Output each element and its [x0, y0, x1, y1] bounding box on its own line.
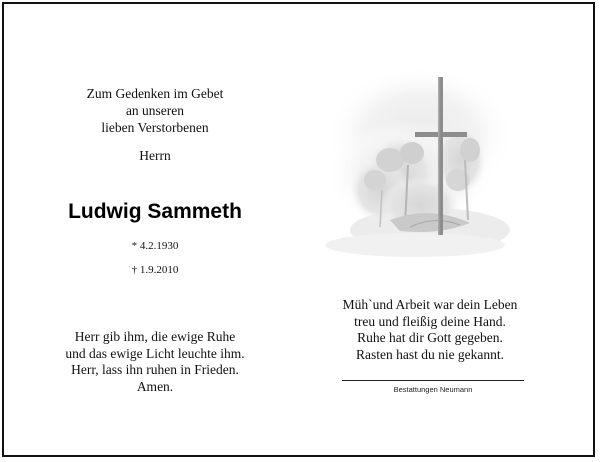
verse-line: treu und fleißig deine Hand.	[354, 313, 506, 329]
birth-date: * 4.2.1930	[131, 240, 179, 252]
verse-line: Müh`und Arbeit war dein Leben	[342, 297, 518, 312]
verse	[310, 297, 550, 363]
prayer	[30, 329, 280, 379]
prayer-line: Herr, lass ihn ruhen in Frieden.	[71, 362, 239, 377]
salutation: Herrn	[139, 148, 171, 163]
cross-with-trees-icon	[320, 55, 520, 275]
memorial-heading	[60, 85, 250, 136]
undertaker-name: Bestattungen Neumann	[393, 385, 473, 394]
divider-line	[342, 380, 524, 381]
deceased-name: Ludwig Sammeth	[68, 200, 242, 223]
memorial-line: lieben Verstorbenen	[101, 120, 209, 135]
verse-line: Ruhe hat dir Gott gegeben.	[357, 330, 503, 345]
amen-text: Amen.	[136, 379, 174, 394]
prayer-line: Herr gib ihm, die ewige Ruhe	[74, 329, 236, 344]
verse-line: Rasten hast du nie gekannt.	[355, 346, 505, 362]
memorial-line: Zum Gedenken im Gebet	[86, 86, 224, 101]
memorial-line: an unseren	[125, 103, 185, 118]
death-date: † 1.9.2010	[131, 264, 179, 276]
prayer-line: und das ewige Licht leuchte ihm.	[65, 345, 245, 361]
